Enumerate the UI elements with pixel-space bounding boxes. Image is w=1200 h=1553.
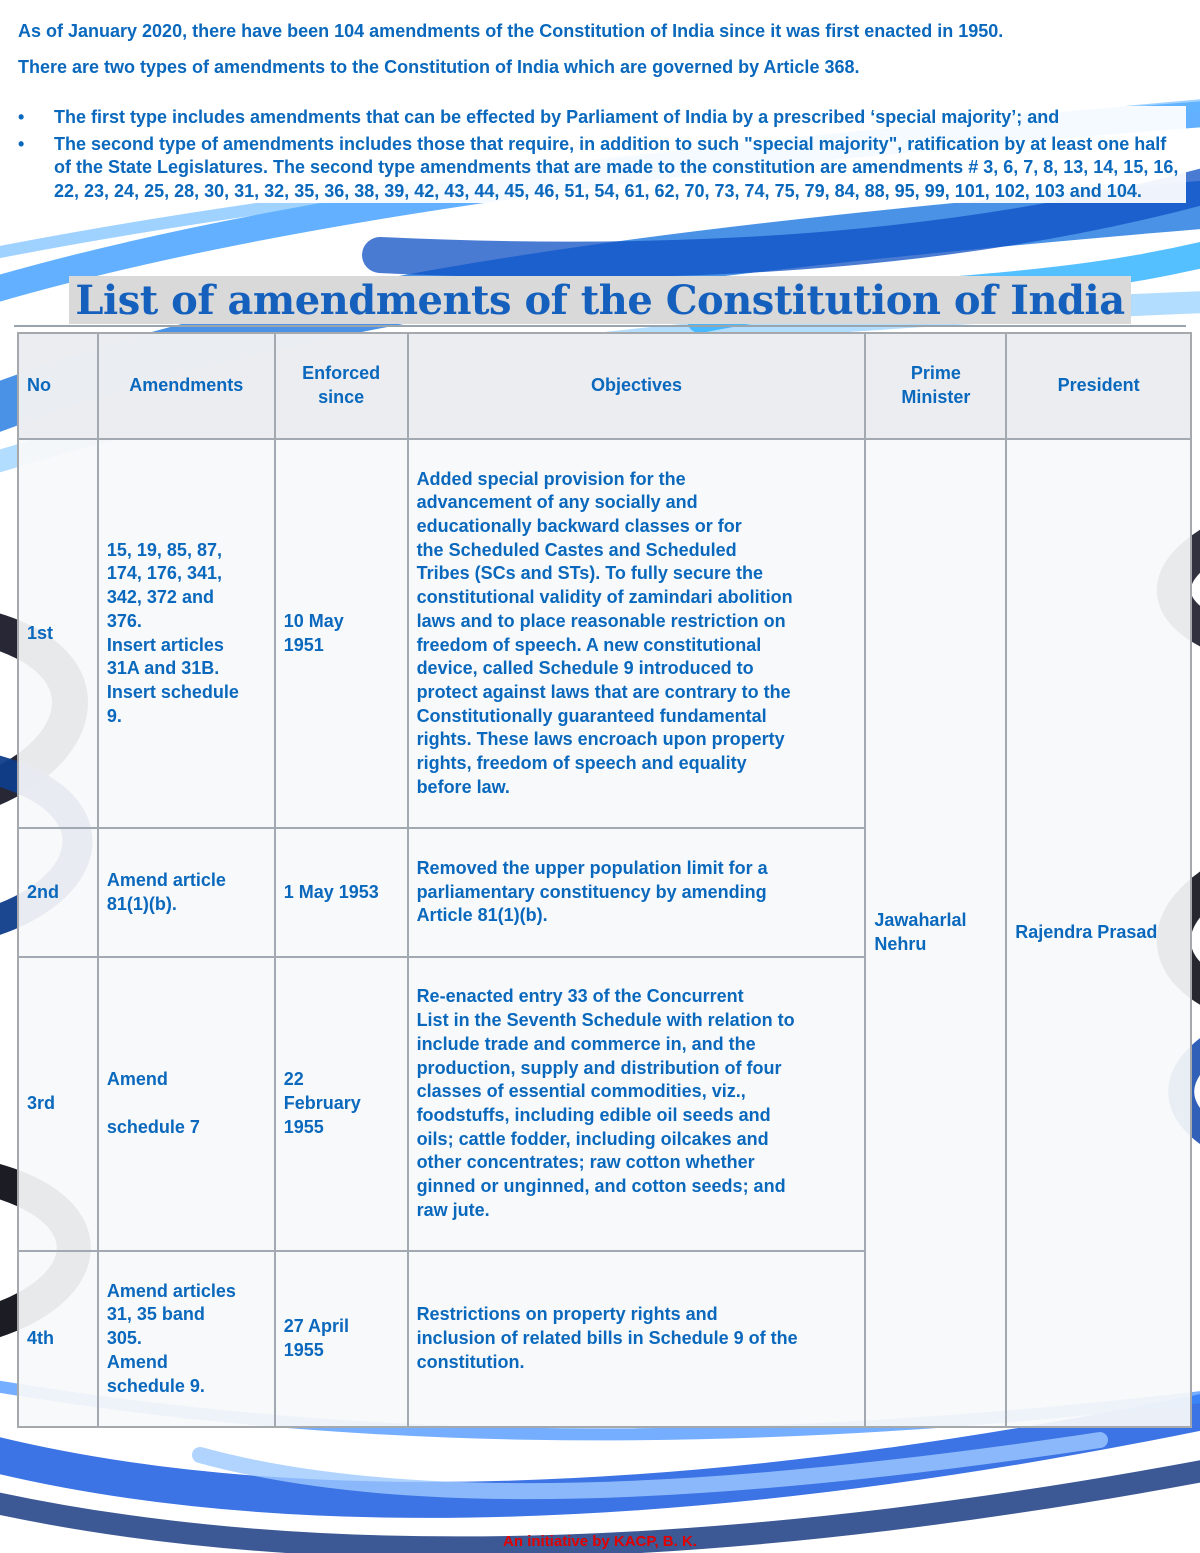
cell-enforced-since: 10 May 1951 xyxy=(275,439,408,828)
bullet-icon: • xyxy=(18,133,25,154)
cell-objectives: Removed the upper population limit for a parliamentary constituency by amending Article 81(1)(b). xyxy=(408,828,866,957)
cell-amendments: Amend schedule 7 xyxy=(98,957,275,1251)
page-title-wrap xyxy=(0,276,1200,324)
column-header-objectives: Objectives xyxy=(408,333,866,439)
list-item xyxy=(14,106,1186,130)
bullet-icon: • xyxy=(18,107,25,127)
cell-no: 4th xyxy=(18,1251,98,1427)
cell-no: 2nd xyxy=(18,828,98,957)
title-divider xyxy=(14,325,1186,327)
column-header-prime-minister: Prime Minister xyxy=(865,333,1006,439)
column-header-president: President xyxy=(1006,333,1191,439)
table-row xyxy=(18,439,1191,828)
cell-no: 1st xyxy=(18,439,98,828)
bullet-text: The second type of amendments includes those that require, in addition to such "special majority", ratification by at least one half of the State Legislatures. The second type amendments that are made to the constitution are amendments # 3, 6, 7, 8, 13, 14, 15, 16, 22, 23, 24, 25, 28, 30, 31, 32, 35, 36, 38, 39, 42, 43, 44, 45, 46, 51, 54, 61, 62, 70, 73, 74, 75, 79, 84, 88, 95, 99, 101, 102, 103 and 104. xyxy=(54,133,1179,201)
cell-objectives: Re-enacted entry 33 of the Concurrent List in the Seventh Schedule with relation to include trade and commerce in, and the production, supply and distribution of four classes of essential commodities, viz., foodstuffs, including edible oil seeds and oils; cattle fodder, including oilcakes and other concentrates; raw cotton whether ginned or unginned, and cotton seeds; and raw jute. xyxy=(408,957,866,1251)
cell-prime-minister: Jawaharlal Nehru xyxy=(865,439,1006,1427)
column-header-no: No xyxy=(18,333,98,439)
amendments-table xyxy=(17,332,1192,1428)
intro-line-2: There are two types of amendments to the Constitution of India which are governed by Article 368. xyxy=(18,57,860,77)
footer-credit: An initiative by KACP, B. K. xyxy=(503,1533,697,1550)
cell-amendments: Amend articles 31, 35 band 305. Amend schedule 9. xyxy=(98,1251,275,1427)
cell-amendments: 15, 19, 85, 87, 174, 176, 341, 342, 372 and 376. Insert articles 31A and 31B. Insert schedule 9. xyxy=(98,439,275,828)
column-header-amendments: Amendments xyxy=(98,333,275,439)
cell-objectives: Added special provision for the advancement of any socially and educationally backward classes or for the Scheduled Castes and Scheduled Tribes (SCs and STs). To fully secure the constitutional validity of zamindari abolition laws and to place reasonable restriction on freedom of speech. A new constitutional device, called Schedule 9 introduced to protect against laws that are contrary to the Constitutionally guaranteed fundamental rights. These laws encroach upon property rights, freedom of speech and equality before law. xyxy=(408,439,866,828)
cell-enforced-since: 27 April 1955 xyxy=(275,1251,408,1427)
amendment-types-list xyxy=(14,106,1186,203)
column-header-enforced-since: Enforced since xyxy=(275,333,408,439)
cell-president: Rajendra Prasad xyxy=(1006,439,1191,1427)
cell-enforced-since: 22 February 1955 xyxy=(275,957,408,1251)
cell-amendments: Amend article 81(1)(b). xyxy=(98,828,275,957)
list-item xyxy=(14,133,1186,204)
cell-no: 3rd xyxy=(18,957,98,1251)
page-title: List of amendments of the Constitution of India xyxy=(69,276,1130,324)
cell-objectives: Restrictions on property rights and inclusion of related bills in Schedule 9 of the constitution. xyxy=(408,1251,866,1427)
bullet-text: The first type includes amendments that can be effected by Parliament of India by a prescribed ‘special majority’; and xyxy=(54,107,1060,127)
table-header-row xyxy=(18,333,1191,439)
cell-enforced-since: 1 May 1953 xyxy=(275,828,408,957)
intro-line-1: As of January 2020, there have been 104 amendments of the Constitution of India since it was first enacted in 1950. xyxy=(18,21,1004,41)
